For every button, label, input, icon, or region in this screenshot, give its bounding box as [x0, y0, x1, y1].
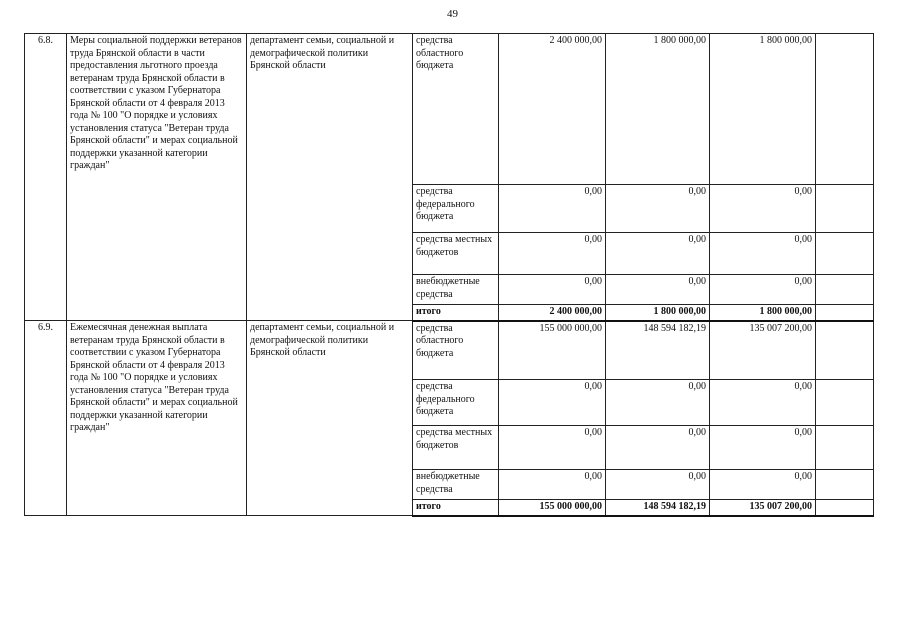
total-col-2: 148 594 182,19 [606, 500, 710, 516]
amount-col-2: 0,00 [606, 380, 710, 426]
empty-cell [816, 426, 874, 470]
amount-col-1: 0,00 [499, 233, 606, 275]
amount-col-2: 1 800 000,00 [606, 34, 710, 185]
empty-cell [816, 305, 874, 321]
amount-col-1: 155 000 000,00 [499, 321, 606, 380]
amount-col-1: 0,00 [499, 426, 606, 470]
amount-col-1: 2 400 000,00 [499, 34, 606, 185]
amount-col-2: 0,00 [606, 426, 710, 470]
item-executor: департамент семьи, социальной и демографической политики Брянской области [247, 34, 413, 321]
amount-col-3: 0,00 [710, 380, 816, 426]
total-col-1: 2 400 000,00 [499, 305, 606, 321]
empty-cell [816, 275, 874, 305]
funding-source: средства местных бюджетов [413, 426, 499, 470]
item-code: 6.9. [25, 321, 67, 516]
amount-col-1: 0,00 [499, 380, 606, 426]
amount-col-1: 0,00 [499, 275, 606, 305]
table-row [25, 34, 874, 185]
amount-col-2: 0,00 [606, 185, 710, 233]
funding-source: внебюджетные средства [413, 275, 499, 305]
empty-cell [816, 233, 874, 275]
budget-table [24, 33, 874, 517]
item-name: Ежемесячная денежная выплата ветеранам труда Брянской области в соответствии с указом Губернатора Брянской области от 4 февраля 2013 года № 100 "О порядке и условиях установления статуса "Ветеран труда Брянской области" и мерах социальной поддержки указанной категории граждан" [67, 321, 247, 516]
empty-cell [816, 380, 874, 426]
item-name: Меры социальной поддержки ветеранов труда Брянской области в части предоставления льготного проезда ветеранам труда Брянской области в соответствии с указом Губернатора Брянской области от 4 февраля 2013 года № 100 "О порядке и условиях установления статуса "Ветеран труда Брянской области" и мерах социальной поддержки указанной категории граждан" [67, 34, 247, 321]
amount-col-3: 1 800 000,00 [710, 34, 816, 185]
funding-source: средства федерального бюджета [413, 185, 499, 233]
total-col-2: 1 800 000,00 [606, 305, 710, 321]
total-col-3: 1 800 000,00 [710, 305, 816, 321]
table-row [25, 321, 874, 380]
funding-source: средства областного бюджета [413, 34, 499, 185]
funding-source: внебюджетные средства [413, 470, 499, 500]
empty-cell [816, 34, 874, 185]
amount-col-3: 0,00 [710, 470, 816, 500]
funding-source: средства федерального бюджета [413, 380, 499, 426]
amount-col-2: 0,00 [606, 275, 710, 305]
empty-cell [816, 185, 874, 233]
amount-col-1: 0,00 [499, 470, 606, 500]
empty-cell [816, 500, 874, 516]
amount-col-3: 0,00 [710, 233, 816, 275]
funding-source: средства областного бюджета [413, 321, 499, 380]
amount-col-2: 148 594 182,19 [606, 321, 710, 380]
funding-source: средства местных бюджетов [413, 233, 499, 275]
amount-col-3: 0,00 [710, 275, 816, 305]
item-executor: департамент семьи, социальной и демографической политики Брянской области [247, 321, 413, 516]
amount-col-1: 0,00 [499, 185, 606, 233]
empty-cell [816, 470, 874, 500]
item-code: 6.8. [25, 34, 67, 321]
total-col-1: 155 000 000,00 [499, 500, 606, 516]
empty-cell [816, 321, 874, 380]
total-col-3: 135 007 200,00 [710, 500, 816, 516]
amount-col-2: 0,00 [606, 470, 710, 500]
amount-col-3: 135 007 200,00 [710, 321, 816, 380]
total-label: итого [413, 305, 499, 321]
amount-col-2: 0,00 [606, 233, 710, 275]
page-number: 49 [447, 8, 458, 20]
amount-col-3: 0,00 [710, 426, 816, 470]
amount-col-3: 0,00 [710, 185, 816, 233]
total-label: итого [413, 500, 499, 516]
